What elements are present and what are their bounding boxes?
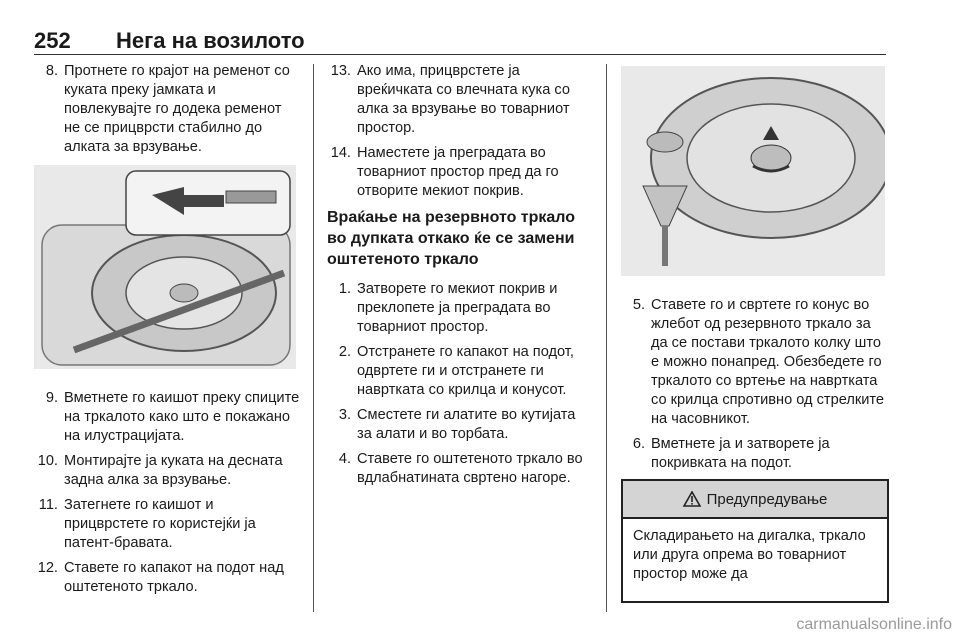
step-number: 13.: [330, 63, 351, 79]
warning-text: Складирањето на дигалка, тркало или друга опрема во товарниот простор може да: [633, 528, 866, 582]
illustration-spare-wheel-cone: [621, 66, 885, 276]
step-14: [327, 144, 593, 201]
step-number: 2.: [338, 344, 351, 360]
watermark: carmanualsonline.info: [796, 616, 952, 633]
illustration-strap-spare-wheel: [34, 165, 296, 369]
section-heading: Враќање на резервното тркало во дупката откако ќе се замени оштетеното тркало: [327, 209, 576, 268]
column-left: [34, 62, 300, 603]
step-text: Вметнете ја и затворете ја покривката на подот.: [651, 436, 830, 471]
warning-header: [623, 481, 887, 519]
step-text: Вметнете го каишот преку спиците на тркалото како што е покажано на илустрацијата.: [64, 390, 300, 444]
step-number: 10.: [37, 453, 58, 469]
step-2: [327, 343, 593, 400]
warning-box: [621, 479, 889, 603]
step-text: Затворете го мекиот покрив и преклопете ја преградата во товарниот простор.: [357, 281, 558, 335]
page-header: [34, 22, 886, 56]
step-number: 6.: [632, 436, 645, 452]
warning-triangle-icon: [683, 491, 701, 507]
step-6: [621, 435, 887, 473]
chapter-title: Нега на возилото: [116, 28, 305, 53]
step-text: Сместете ги алатите во кутијата за алати и во торбата.: [357, 407, 576, 442]
step-number: 12.: [37, 560, 58, 576]
column-divider-1: [313, 64, 314, 612]
step-13: [327, 62, 593, 138]
step-9: [34, 389, 300, 446]
step-text: Ставете го оштетеното тркало во вдлабнатината свртено нагоре.: [357, 451, 583, 486]
column-divider-2: [606, 64, 607, 612]
step-number: 11.: [38, 497, 58, 513]
step-3: [327, 406, 593, 444]
step-text: Отстранете го капакот на подот, одвртете ги и отстранете ги навртката со крилца и конусот.: [357, 344, 574, 398]
page-number: 252: [34, 28, 71, 53]
step-text: Ставете го капакот на подот над оштетеното тркало.: [64, 560, 284, 595]
step-text: Затегнете го каишот и прицврстете го користејќи ја патент-бравата.: [64, 497, 256, 551]
step-4: [327, 450, 593, 488]
step-12: [34, 559, 300, 597]
step-number: 3.: [338, 407, 351, 423]
step-1: [327, 280, 593, 337]
column-middle: [327, 62, 593, 494]
step-number: 1.: [338, 281, 351, 297]
warning-title: Предупредување: [706, 490, 828, 508]
step-number: 14.: [330, 145, 351, 161]
step-11: [34, 496, 300, 553]
step-text: Монтирајте ја куката на десната задна алка за врзување.: [64, 453, 283, 488]
step-number: 9.: [45, 390, 58, 406]
step-number: 4.: [338, 451, 351, 467]
step-text: Наместете ја преградата во товарниот простор пред да го отворите мекиот покрив.: [357, 145, 559, 199]
header-rule: [34, 54, 886, 55]
step-text: Ако има, прицврстете ја вреќичката со влечната кука со алка за врзување во товарниот простор.: [357, 63, 570, 136]
step-10: [34, 452, 300, 490]
step-5: [621, 296, 887, 429]
step-number: 8.: [45, 63, 58, 79]
column-right: [621, 62, 887, 479]
step-text: Ставете го и свртете го конус во жлебот од резервното тркало за да се постави тркалото колку што е можно понапред. Обезбедете го тркалото со вртење на навртката со крилца спротивно од стрелките на часовникот.: [651, 297, 885, 427]
step-text: Протнете го крајот на ременот со куката преку јамката и повлекувајте го додека ременот не се прицврсти стабилно до алката за врзување.: [64, 63, 290, 155]
step-8: [34, 62, 300, 157]
step-number: 5.: [632, 297, 645, 313]
